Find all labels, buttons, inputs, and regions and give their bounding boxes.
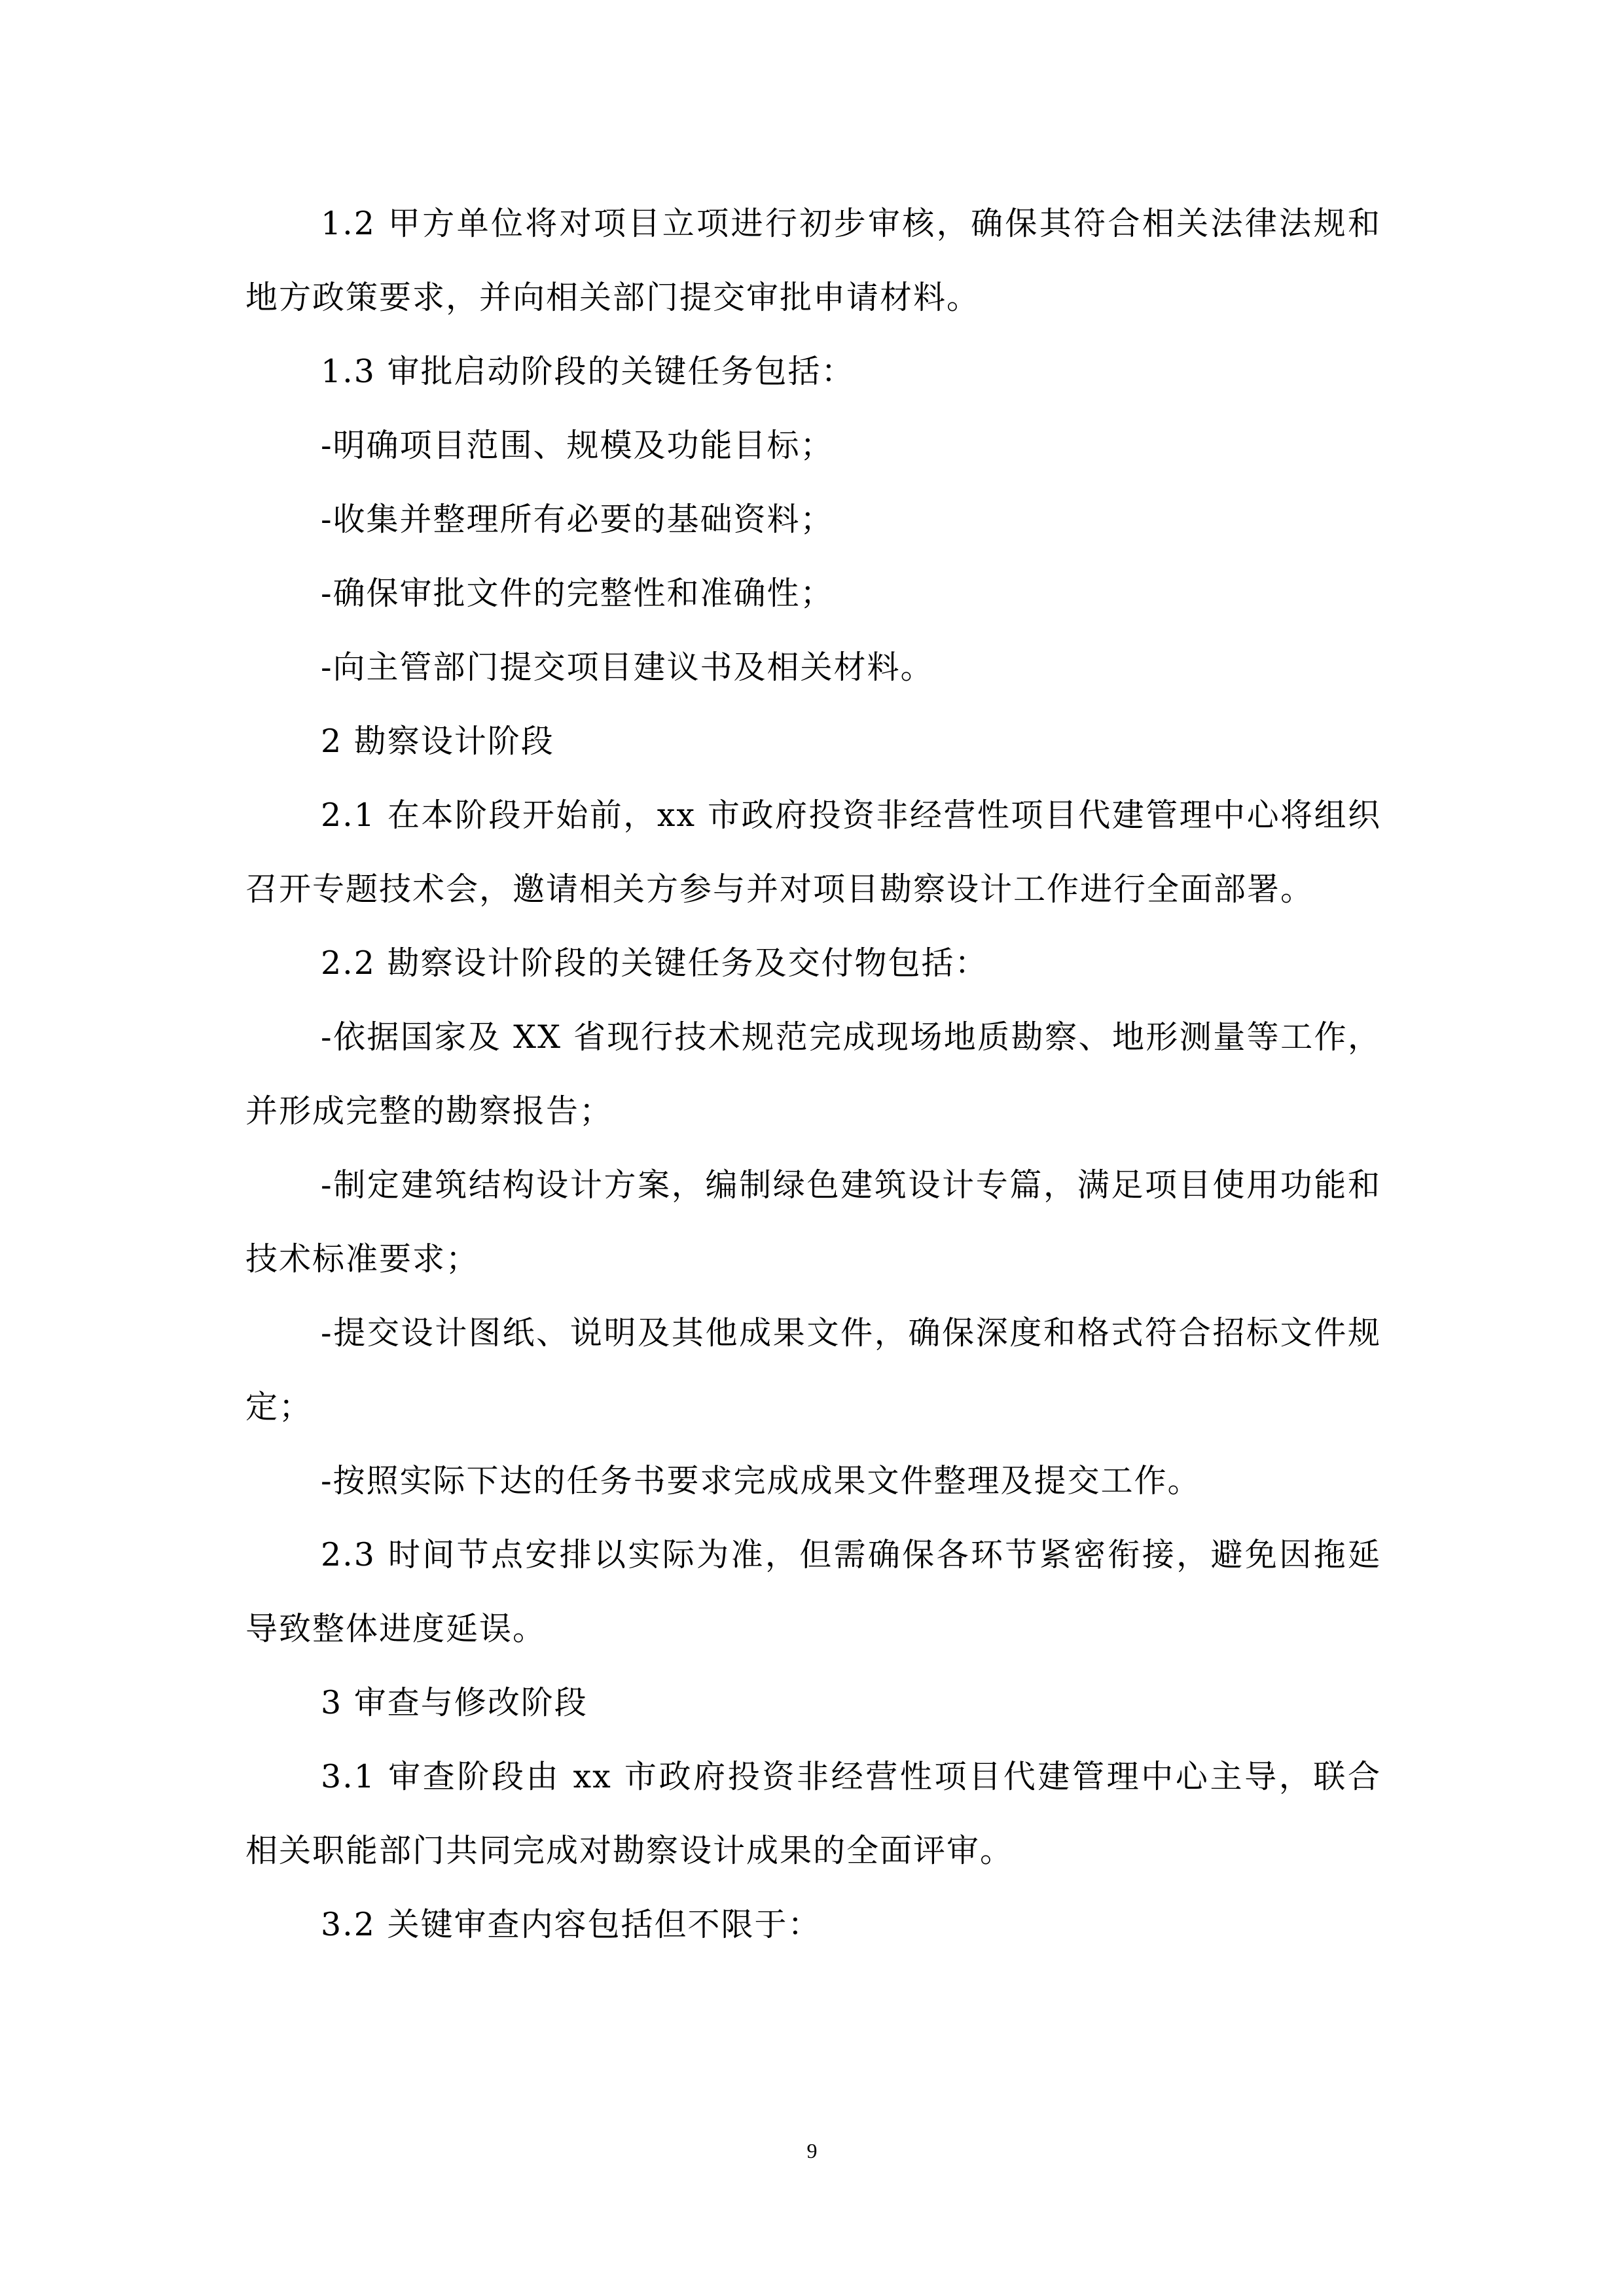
section-heading-3: 3 审查与修改阶段 [321, 1684, 588, 1721]
paragraph-1-3: 1.3 审批启动阶段的关键任务包括： [321, 353, 855, 390]
list-item: -按照实际下达的任务书要求完成成果文件整理及提交工作。 [321, 1462, 1201, 1499]
document-body [245, 187, 1381, 1962]
paragraph-2-2: 2.2 勘察设计阶段的关键任务及交付物包括： [321, 944, 988, 982]
list-item: -向主管部门提交项目建议书及相关材料。 [321, 649, 934, 686]
page-number: 9 [806, 2139, 818, 2162]
paragraph-2-1: 2.1 在本阶段开始前，xx 市政府投资非经营性项目代建管理中心将组织召开专题技术会，邀请相关方参与并对项目勘察设计工作进行全面部署。 [245, 797, 1381, 908]
section-heading-2: 2 勘察设计阶段 [321, 723, 554, 760]
list-item: -确保审批文件的完整性和准确性； [321, 575, 834, 612]
paragraph-3-1: 3.1 审查阶段由 xx 市政府投资非经营性项目代建管理中心主导，联合相关职能部门共同完成对勘察设计成果的全面评审。 [245, 1758, 1381, 1869]
list-item: -提交设计图纸、说明及其他成果文件，确保深度和格式符合招标文件规定； [245, 1314, 1381, 1426]
paragraph-1-2: 1.2 甲方单位将对项目立项进行初步审核，确保其符合相关法律法规和地方政策要求，并向相关部门提交审批申请材料。 [245, 205, 1381, 316]
paragraph-3-2: 3.2 关键审查内容包括但不限于： [321, 1906, 821, 1943]
list-item: -制定建筑结构设计方案，编制绿色建筑设计专篇，满足项目使用功能和技术标准要求； [245, 1166, 1381, 1278]
list-item: -收集并整理所有必要的基础资料； [321, 501, 834, 538]
paragraph-2-3: 2.3 时间节点安排以实际为准，但需确保各环节紧密衔接，避免因拖延导致整体进度延误。 [245, 1536, 1381, 1647]
list-item: -明确项目范围、规模及功能目标； [321, 427, 834, 464]
list-item: -依据国家及 XX 省现行技术规范完成现场地质勘察、地形测量等工作，并形成完整的勘察报告； [245, 1018, 1381, 1130]
